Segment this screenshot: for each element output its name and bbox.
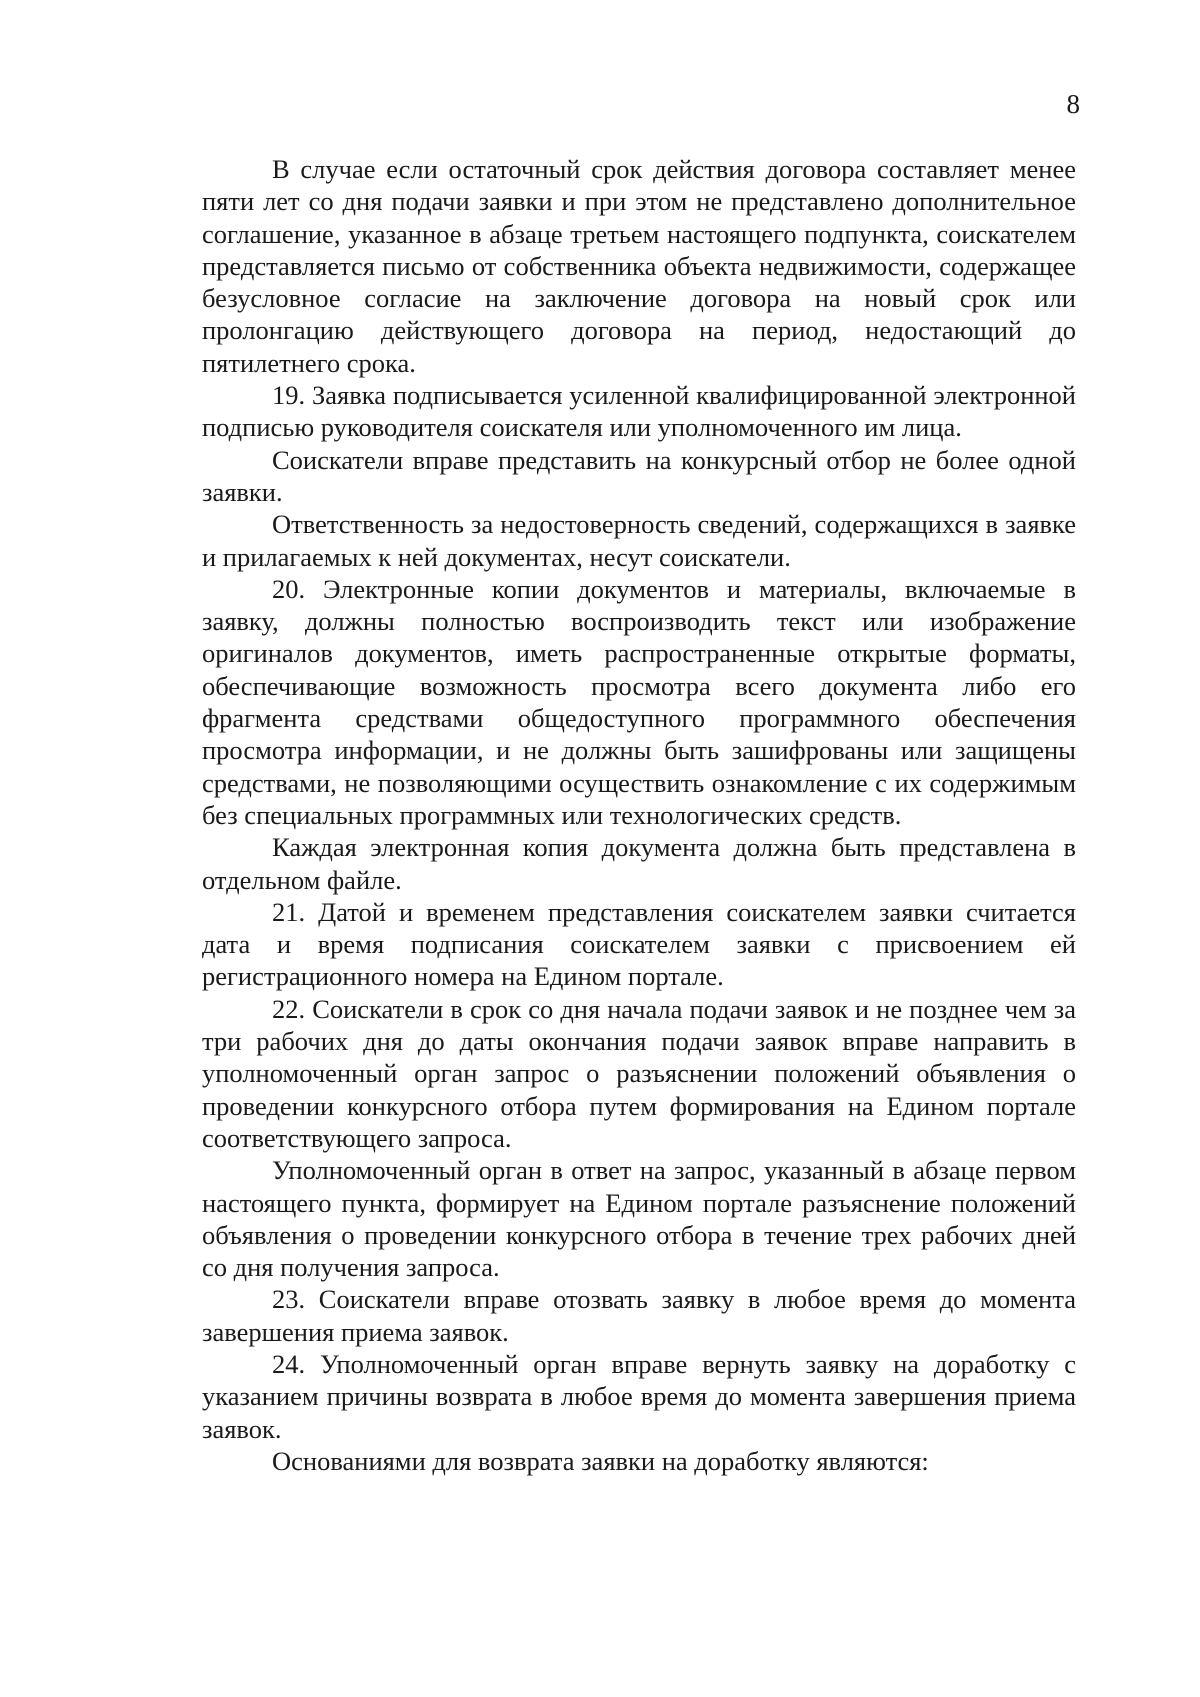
paragraph-separate-file: Каждая электронная копия документа должна быть представлена в отдельном файле. — [202, 832, 1076, 895]
paragraph-19-signature: 19. Заявка подписывается усиленной квалифицированной электронной подписью руководителя соискателя или уполномоченного им лица. — [202, 380, 1076, 443]
paragraph-24-return: 24. Уполномоченный орган вправе вернуть заявку на доработку с указанием причины возврата в любое время до момента завершения приема заявок. — [202, 1348, 1076, 1444]
paragraph-23-withdrawal: 23. Соискатели вправе отозвать заявку в любое время до момента завершения приема заявок. — [202, 1284, 1076, 1347]
paragraph-21-submission-date: 21. Датой и временем представления соискателем заявки считается дата и время подписания соискателем заявки с присвоением ей регистрационного номера на Едином портале. — [202, 896, 1076, 992]
paragraph-clarification-response: Уполномоченный орган в ответ на запрос, указанный в абзаце первом настоящего пункта, формирует на Едином портале разъяснение положений объявления о проведении конкурсного отбора в течение трех рабочих дней со дня получения запроса. — [202, 1155, 1076, 1283]
paragraph-one-application: Соискатели вправе представить на конкурсный отбор не более одной заявки. — [202, 444, 1076, 507]
paragraph-responsibility: Ответственность за недостоверность сведений, содержащихся в заявке и прилагаемых к ней документах, несут соискатели. — [202, 509, 1076, 572]
page-number: 8 — [1066, 89, 1080, 119]
document-body — [202, 153, 1076, 1477]
paragraph-lease-term: В случае если остаточный срок действия договора составляет менее пяти лет со дня подачи заявки и при этом не представлено дополнительное соглашение, указанное в абзаце третьем настоящего подпункта, соискателем представляется письмо от собственника объекта недвижимости, содержащее безусловное согласие на заключение договора на новый срок или пролонгацию действующего договора на период, недостающий до пятилетнего срока. — [202, 154, 1076, 378]
paragraph-22-clarification-request: 22. Соискатели в срок со дня начала подачи заявок и не позднее чем за три рабочих дня до даты окончания подачи заявок вправе направить в уполномоченный орган запрос о разъяснении положений объявления о проведении конкурсного отбора путем формирования на Едином портале соответствующего запроса. — [202, 993, 1076, 1153]
paragraph-return-grounds: Основаниями для возврата заявки на доработку являются: — [272, 1445, 929, 1476]
paragraph-20-electronic-copies: 20. Электронные копии документов и материалы, включаемые в заявку, должны полностью воспроизводить текст или изображение оригиналов документов, иметь распространенные открытые форматы, обеспечивающие возможность просмотра всего документа либо его фрагмента средствами общедоступного программного обеспечения просмотра информации, и не должны быть зашифрованы или защищены средствами, не позволяющими осуществить ознакомление с их содержимым без специальных программных или технологических средств. — [202, 573, 1076, 830]
